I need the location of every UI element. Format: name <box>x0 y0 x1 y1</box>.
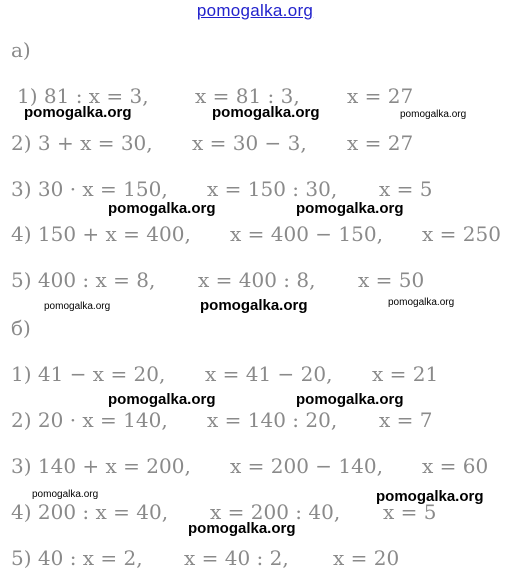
watermark: pomogalka.org <box>296 200 404 217</box>
watermark: pomogalka.org <box>108 391 216 408</box>
equation: 5) 400 : x = 8, <box>11 268 156 292</box>
solution-step: x = 140 : 20, <box>207 408 338 432</box>
equation: 3) 30 · x = 150, <box>11 177 168 201</box>
answer: x = 21 <box>372 362 439 386</box>
equation: 4) 150 + x = 400, <box>11 222 191 246</box>
solution-step: x = 30 − 3, <box>192 131 307 155</box>
solution-step: x = 41 − 20, <box>205 362 333 386</box>
answer: x = 20 <box>333 546 400 570</box>
solution-step: x = 81 : 3, <box>195 84 300 108</box>
watermark: pomogalka.org <box>24 104 132 121</box>
watermark: pomogalka.org <box>200 297 308 314</box>
section-a-label: а) <box>11 38 31 62</box>
equation: 1) 41 − x = 20, <box>11 362 166 386</box>
answer: x = 60 <box>422 454 489 478</box>
solution-step: x = 200 : 40, <box>210 500 341 524</box>
watermark: pomogalka.org <box>212 104 320 121</box>
equation: 2) 3 + x = 30, <box>11 131 153 155</box>
equation: 5) 40 : x = 2, <box>11 546 143 570</box>
solution-step: x = 400 − 150, <box>230 222 383 246</box>
section-b-label: б) <box>11 316 31 340</box>
equation: 1) 81 : x = 3, <box>17 84 149 108</box>
solution-step: x = 200 − 140, <box>230 454 383 478</box>
solution-step: x = 40 : 2, <box>184 546 289 570</box>
answer: x = 50 <box>358 268 425 292</box>
answer: x = 250 <box>422 222 501 246</box>
watermark: pomogalka.org <box>32 489 99 500</box>
watermark: pomogalka.org <box>376 488 484 505</box>
equation: 3) 140 + x = 200, <box>11 454 191 478</box>
watermark: pomogalka.org <box>108 200 216 217</box>
answer: x = 27 <box>347 84 414 108</box>
site-header-link[interactable]: pomogalka.org <box>196 1 314 20</box>
answer: x = 5 <box>383 500 437 524</box>
answer: x = 5 <box>379 177 433 201</box>
watermark: pomogalka.org <box>296 391 404 408</box>
watermark: pomogalka.org <box>188 520 296 537</box>
watermark: pomogalka.org <box>388 297 455 308</box>
equation: 2) 20 · x = 140, <box>11 408 168 432</box>
watermark: pomogalka.org <box>400 109 467 120</box>
watermark: pomogalka.org <box>44 301 111 312</box>
solution-step: x = 400 : 8, <box>198 268 316 292</box>
solution-step: x = 150 : 30, <box>207 177 338 201</box>
answer: x = 7 <box>379 408 433 432</box>
answer: x = 27 <box>347 131 414 155</box>
equation: 4) 200 : x = 40, <box>11 500 169 524</box>
